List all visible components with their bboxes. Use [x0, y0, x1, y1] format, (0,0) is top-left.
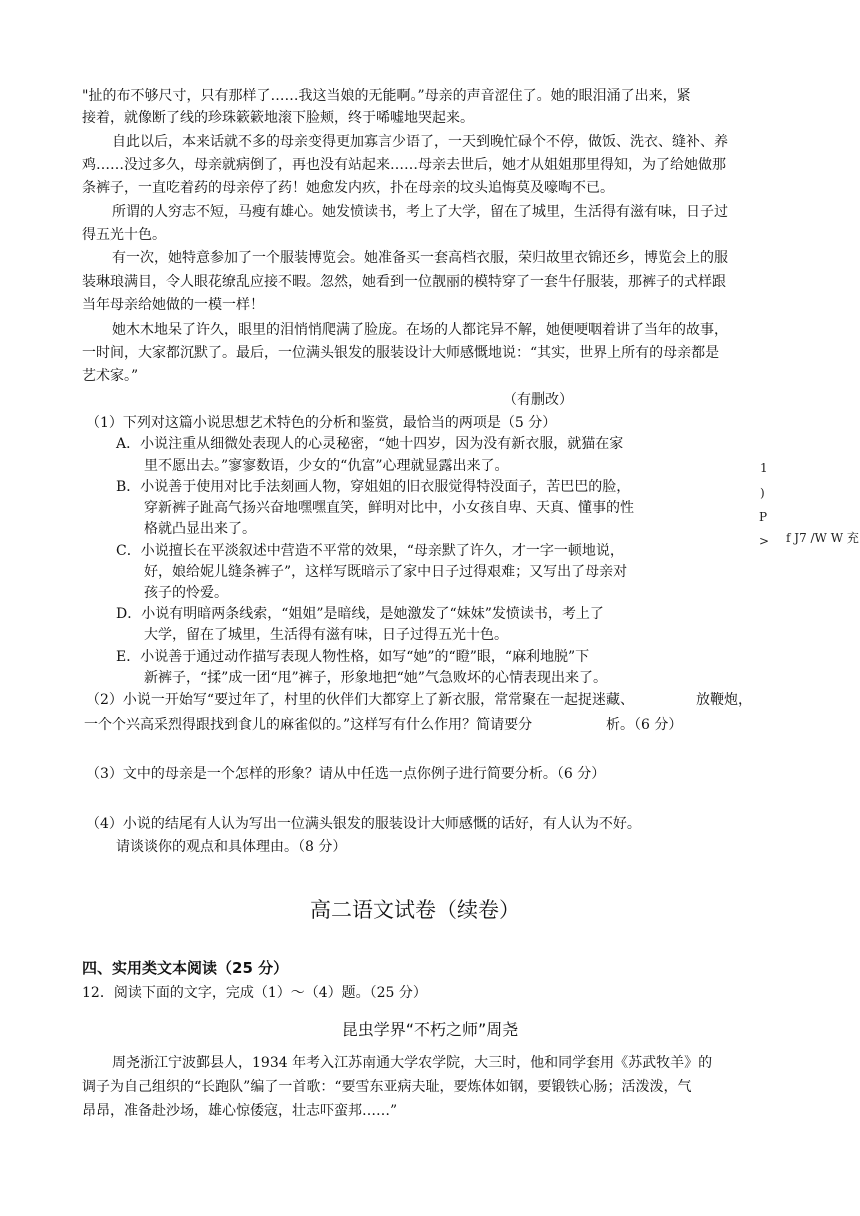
story-line: 当年母亲给她做的一模一样！ [82, 297, 264, 313]
question-1-stem: （1）下列对这篇小说思想艺术特色的分析和鉴赏，最恰当的两项是（5 分） [86, 415, 557, 431]
margin-mark: f J7 /W W 充 [786, 531, 859, 545]
option-d-line: 大学，留在了城里，生活得有滋有味，日子过得五光十色。 [144, 627, 508, 643]
story-line: 得五光十色。 [82, 227, 166, 243]
option-c-line: C．小说擅长在平淡叙述中营造不平常的效果，“母亲默了许久，才一字一顿地说， [116, 543, 624, 559]
question-2-line: 一个个兴高采烈得跟找到食儿的麻雀似的。”这样写有什么作用？简请要分 [84, 717, 533, 733]
option-b-line: 穿新裤子趾高气扬兴奋地嘿嘿直笑，鲜明对比中，小女孩自卑、天真、懂事的性 [144, 500, 634, 516]
option-c-line: 孩子的怜爱。 [144, 585, 228, 601]
question-4-line: （4）小说的结尾有人认为写出一位满头银发的服装设计大师感慨的话好，有人认为不好。 [86, 816, 641, 832]
story-line: 鸡……没过多久，母亲就病倒了，再也没有站起来……母亲去世后，她才从姐姐那里得知，为了给她做那 [82, 157, 726, 173]
option-e-line: E．小说善于通过动作描写表现人物性格，如写“她”的“瞪”眼，“麻利地脱”下 [116, 649, 590, 665]
instruction: 12．阅读下面的文字，完成（1）～（4）题。（25 分） [82, 985, 427, 1001]
story-line: 接着，就像断了线的珍珠簌簌地滚下脸颊，终于唏嘘地哭起来。 [82, 110, 474, 126]
question-4-line: 请谈谈你的观点和具体理由。（8 分） [116, 839, 347, 855]
story-line: 自此以后，本来话就不多的母亲变得更加寡言少语了，一天到晚忙碌个不停，做饭、洗衣、缝补、养 [112, 134, 728, 150]
article-line: 昂昂，准备赴沙场，雄心惊倭寇，壮志吓蛮邦……” [82, 1103, 398, 1119]
margin-mark: 1 [760, 461, 768, 475]
story-line: 条裤子，一直吃着药的母亲停了药！她愈发内疚，扑在母亲的坟头追悔莫及嚎啕不已。 [82, 180, 614, 196]
option-e-line: 新裤子，“揉”成一团“甩”裤子，形象地把“她”气急败坏的心情表现出来了。 [144, 670, 607, 686]
option-b-line: 格就凸显出来了。 [144, 521, 256, 537]
option-b-line: B．小说善于使用对比手法刻画人物，穿姐姐的旧衣服觉得特没面子，苦巴巴的脸， [116, 479, 631, 495]
option-a-line: 里不愿出去。”寥寥数语，少女的“仇富”心理就显露出来了。 [144, 458, 509, 474]
question-2-line: 放鞭炮， [696, 692, 752, 708]
story-line: 装琳琅满目，令人眼花缭乱应接不暇。忽然，她看到一位靓丽的模特穿了一套牛仔服装，那裤子的式样跟 [82, 274, 726, 290]
question-2-line: 析。（6 分） [606, 717, 683, 733]
article-line: 调子为自己组织的“长跑队”编了一首歌：“要雪东亚病夫耻，要炼体如钢，要锻铁心肠；活泼泼，气 [82, 1079, 692, 1095]
question-3: （3）文中的母亲是一个怎样的形象？请从中任选一点你例子进行简要分析。（6 分） [86, 766, 606, 782]
question-2-line: （2）小说一开始写“要过年了，村里的伙伴们大都穿上了新衣服，常常聚在一起捉迷藏、 [86, 692, 635, 708]
option-c-line: 好，娘给妮儿缝条裤子”，这样写既暗示了家中日子过得艰难；又写出了母亲对 [144, 564, 628, 580]
option-d-line: D．小说有明暗两条线索，“姐姐”是暗线，是她激发了“妹妹”发愤读书，考上了 [116, 606, 604, 622]
page-title: 高二语文试卷（续卷） [310, 898, 520, 922]
story-line: 所谓的人穷志不短，马瘦有雄心。她发愤读书，考上了大学，留在了城里，生活得有滋有味，日子过 [112, 204, 728, 220]
source-note: （有删改） [503, 392, 573, 408]
story-line: 有一次，她特意参加了一个服装博览会。她准备买一套高档衣服，荣归故里衣锦还乡，博览会上的服 [112, 250, 728, 266]
article-line: 周尧浙江宁波鄞县人，1934 年考入江苏南通大学农学院，大三时，他和同学套用《苏武牧羊》的 [112, 1055, 713, 1071]
option-a-line: A．小说注重从细微处表现人的心灵秘密，“她十四岁，因为没有新衣服，就猫在家 [116, 436, 624, 452]
story-line: 一时间，大家都沉默了。最后，一位满头银发的服装设计大师感慨地说：“其实，世界上所有的母亲都是 [82, 345, 720, 361]
story-line: 她木木地呆了许久，眼里的泪悄悄爬满了脸庞。在场的人都诧异不解，她便哽咽着讲了当年的故事， [112, 322, 728, 338]
story-line: "扯的布不够尺寸，只有那样了……我这当娘的无能啊。”母亲的声音涩住了。她的眼泪涌了出来，紧 [82, 88, 691, 104]
margin-mark: P [759, 510, 768, 524]
section-heading: 四、实用类文本阅读（25 分） [82, 959, 289, 977]
margin-mark: ) [760, 486, 765, 500]
story-line: 艺术家。” [82, 368, 139, 384]
article-title: 昆虫学界“不朽之师”周尧 [341, 1020, 519, 1039]
margin-mark: > [759, 534, 770, 548]
